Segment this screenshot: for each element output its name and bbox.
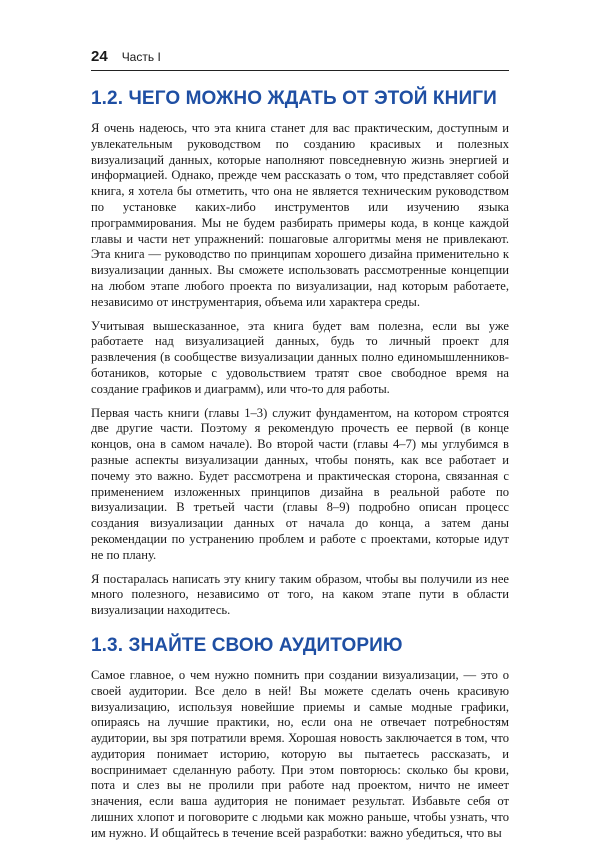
paragraph: Я постаралась написать эту книгу таким образом, чтобы вы получили из нее много полезного, независимо от того, на каком этапе пути в области визуализации находитесь. [91, 571, 509, 618]
section-heading-1-2: 1.2. ЧЕГО МОЖНО ЖДАТЬ ОТ ЭТОЙ КНИГИ [91, 88, 497, 109]
paragraph: Первая часть книги (главы 1–3) служит фундаментом, на котором строятся две другие части. Поэтому я рекомендую прочесть ее первой (в конце концов, она в самом начале). Во второй части (главы 4–7) мы углубимся в разные аспекты визуализации данных, чтобы понять, как все работает и почему это важно. Будет рассмотрена и практическая сторона, связанная с применением изложенных принципов дизайна в реальной работе по визуализации. В третьей части (главы 8–9) подробно описан процесс создания визуализации данных от начала до конца, а затем даны рекомендации по устранению проблем и работе с проектами, которые идут не по плану. [91, 405, 509, 562]
paragraph: Я очень надеюсь, что эта книга станет для вас практическим, доступным и увлекательным руководством по созданию красивых и полезных визуализаций данных, которые наполняют повседневную жизнь энергией и информацией. Однако, прежде чем рассказать о том, что представляет собой книга, я хотела бы отметить, что она не является техническим руководством по установке каких-либо инструментов или изучению языка программирования. Мы не будем разбирать примеры кода, в конце каждой главы и части нет упражнений: пошаговые алгоритмы меня не привлекают. Эта книга — руководство по принципам хорошего дизайна применительно к визуализации данных. Вы сможете использовать рассмотренные концепции на любом этапе любого проекта по визуализации, над которым работаете, независимо от инструментария, объема или характера среды. [91, 121, 509, 309]
page-content [91, 88, 509, 850]
paragraph: Учитывая вышесказанное, эта книга будет вам полезна, если вы уже работаете над визуализацией данных, будь то личный проект для развлечения (в сообществе визуализации данных полно единомышленников-ботаников, которые с удовольствием тратят свое свободное время на создание графиков и диаграмм), или что-то для работы. [91, 318, 509, 396]
header-rule [91, 70, 509, 71]
section-heading-1-3: 1.3. ЗНАЙТЕ СВОЮ АУДИТОРИЮ [91, 634, 403, 656]
running-head [91, 48, 509, 65]
paragraph: Самое главное, о чем нужно помнить при создании визуализации, — это о своей аудитории. Все дело в ней! Вы можете сделать очень красивую визуализацию, используя новейшие приемы и самые модные графики, опираясь на лучшие практики, но, если она не отвечает потребностям аудитории, вы зря потратили время. Хорошая новость заключается в том, что аудитория понимает историю, которую вы пытаетесь рассказать, и воспринимает сделанную работу. При этом повторюсь: сколько бы крови, пота и слез вы не пролили при работе над проектом, ничто не имеет значения, если ваша аудитория не понимает результат. Избавьте себя от лишних хлопот и поговорите с людьми как можно раньше, чтобы узнать, что им нужно. И общайтесь в течение всей разработки: важно убедиться, что вы [91, 667, 509, 840]
part-label: Часть I [121, 50, 161, 64]
page-number: 24 [91, 48, 108, 65]
